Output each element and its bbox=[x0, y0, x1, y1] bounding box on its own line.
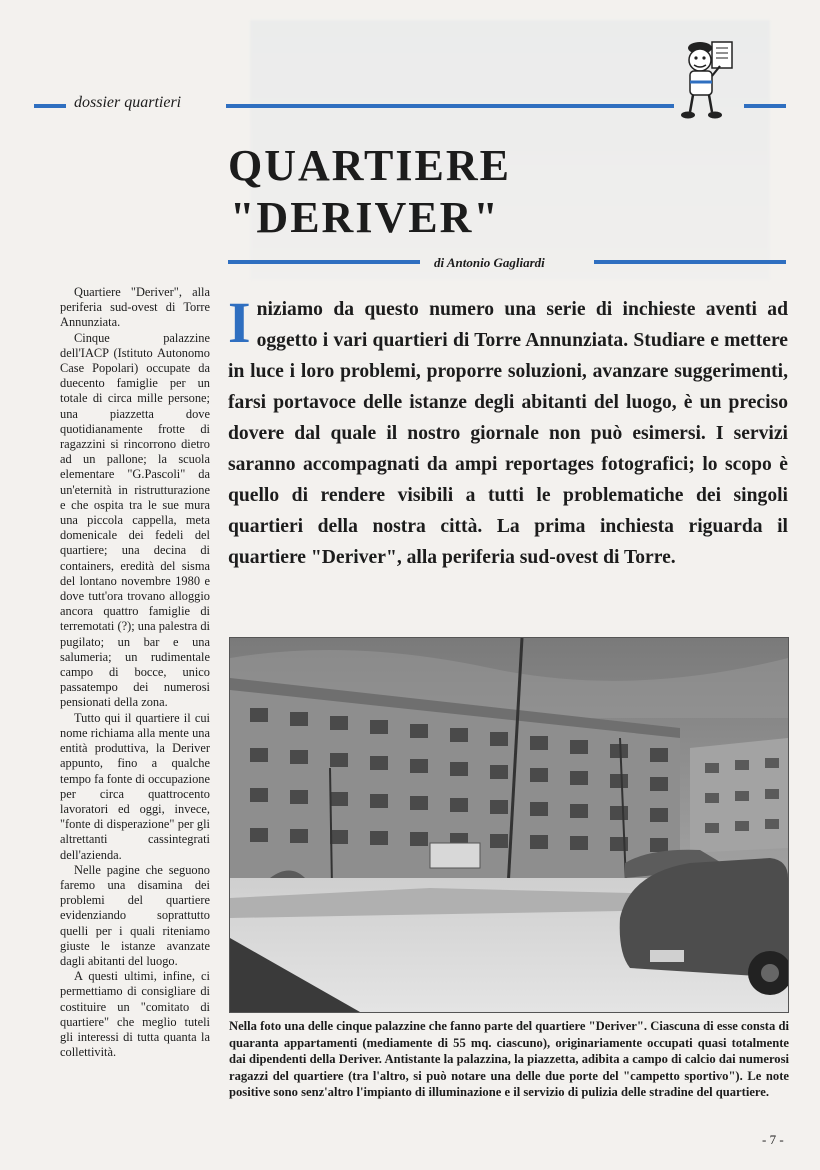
header-rule-right bbox=[744, 104, 786, 108]
article-title bbox=[228, 140, 648, 244]
sidebar-paragraph: Quartiere "Deriver", alla periferia sud-ovest di Torre Annunziata. bbox=[60, 285, 210, 330]
mascot-icon bbox=[676, 36, 736, 122]
title-line-2: "DERIVER" bbox=[230, 193, 500, 242]
photo-caption: Nella foto una delle cinque palazzine che fanno parte del quartiere "Deriver". Ciascuna di esse consta di quaranta appartamenti (mediamente di 55 mq. ciascuno), originariamente occupati quasi totalmente dai dipendenti della Deriver. Antistante la palazzina, la piazzetta, adibita a campo di calcio dai numerosi ragazzi del quartiere (tra l'altro, si può notare una delle due porte del "campetto sportivo"). Le note positive sono senz'altro l'impianto di illuminazione e il servizio di pulizia delle stradine del quartiere. bbox=[229, 1019, 789, 1099]
sidebar-paragraph: Tutto qui il quartiere il cui nome richiama alla mente una entità produttiva, la Deriver appunto, fino a qualche tempo fa fonte di occupazione per circa quattrocento lavoratori ed oggi, invece, "fonte di disperazione" per gli altrettanti cassintegrati dell'azienda. bbox=[60, 710, 211, 862]
building-photo-illustration bbox=[230, 638, 788, 1012]
sidebar-paragraph: Nelle pagine che seguono faremo una disamina dei problemi del quartiere evidenziando soprattutto quelli per i quali riteniamo giuste le istanze avanzate dagli abitanti del luogo. bbox=[60, 862, 210, 968]
title-line-1: QUARTIERE bbox=[228, 141, 511, 190]
article-photo bbox=[229, 637, 789, 1013]
lead-text: niziamo da questo numero una serie di inchieste aventi ad oggetto i vari quartieri di Torre Annunziata. Studiare e mettere in luce i loro problemi, proporre soluzioni, avanzare suggerimenti, farsi portavoce delle istanze degli abitanti del luogo, è un preciso dovere dal quale il nostro giornale non può esimersi. I servizi saranno accompagnati da ampi reportages fotografici; lo scopo è quello di rendere visibili a tutti le problematiche dei singoli quartieri della nostra città. La prima inchiesta riguarda il quartiere "Deriver", alla periferia sud-ovest di Torre. bbox=[228, 299, 788, 568]
sidebar-paragraph: Cinque palazzine dell'IACP (Istituto Autonomo Case Popolari) occupate da duecento famiglie per un totale di circa mille persone; una piazzetta dove quotidianamente frotte di ragazzini si rincorrono dietro ad un pallone; la scuola elementare "G.Pascoli" da un'eternità in ristrutturazione e che ospita tra le sue mura una piccola cappella, meta domenicale dei fedeli del quartiere; una decina di containers, eredità del sisma del lontano novembre 1980 e dove tutt'ora trovano alloggio ancora quattro famiglie di terremotati (?); una palestra di pugilato; un bar e una salumeria; un rudimentale campo di bocce, unico passatempo dei numerosi pensionati della zona. bbox=[60, 330, 210, 710]
sidebar-column bbox=[60, 285, 210, 1060]
lead-paragraph bbox=[228, 290, 788, 573]
sidebar-paragraph: A questi ultimi, infine, ci permettiamo di consigliare di costituire un "comitato di quartiere" che meglio tuteli gli interessi di tutta quanta la collettività. bbox=[60, 969, 210, 1060]
drop-cap: I bbox=[228, 290, 251, 355]
header-rule-main bbox=[226, 104, 674, 108]
byline: di Antonio Gagliardi bbox=[434, 255, 545, 270]
byline-rule-left bbox=[228, 260, 420, 264]
byline-rule-right bbox=[594, 260, 786, 264]
page-number: - 7 - bbox=[762, 1132, 784, 1147]
header-rule-left bbox=[34, 104, 66, 108]
section-label: dossier quartieri bbox=[74, 94, 182, 111]
